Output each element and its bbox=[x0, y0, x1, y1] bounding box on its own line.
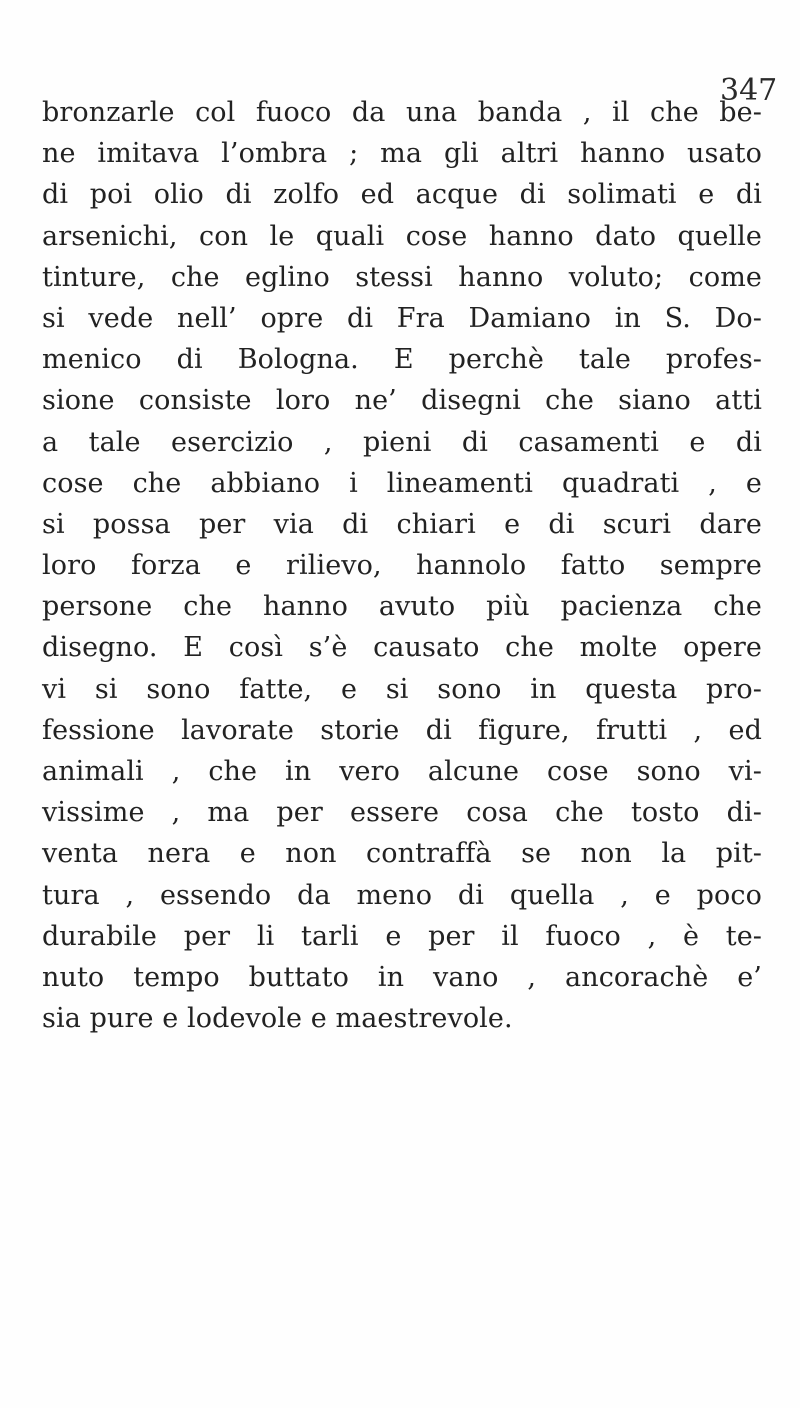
text-line: tura , essendo da meno di quella , e poco bbox=[42, 879, 762, 911]
text-line: a tale esercizio , pieni di casamenti e di bbox=[42, 426, 762, 458]
text-line: arsenichi, con le quali cose hanno dato quelle bbox=[42, 220, 762, 252]
body-text bbox=[42, 92, 762, 1039]
text-line: si vede nell’ opre di Fra Damiano in S. Do- bbox=[42, 302, 762, 334]
text-line: loro forza e rilievo, hannolo fatto sempre bbox=[42, 550, 762, 582]
text-line: si possa per via di chiari e di scuri dare bbox=[42, 508, 762, 540]
text-line: sia pure e lodevole e maestrevole. bbox=[42, 1003, 513, 1035]
text-line: disegno. E così s’è causato che molte opere bbox=[42, 632, 762, 664]
text-line: animali , che in vero alcune cose sono vi- bbox=[42, 756, 762, 787]
page-number: 347 bbox=[720, 73, 778, 108]
text-line: nuto tempo buttato in vano , ancorachè e’ bbox=[42, 961, 762, 993]
text-line: vi si sono fatte, e si sono in questa pro- bbox=[42, 673, 762, 705]
text-line: menico di Bologna. E perchè tale profes- bbox=[42, 344, 762, 376]
text-line: venta nera e non contraffà se non la pit- bbox=[42, 838, 762, 870]
text-line: sione consiste loro ne’ disegni che siano atti bbox=[42, 385, 762, 417]
text-line: tinture, che eglino stessi hanno voluto; come bbox=[42, 261, 762, 293]
text-line: bronzarle col fuoco da una banda , il che be- bbox=[42, 97, 762, 128]
text-line: cose che abbiano i lineamenti quadrati , e bbox=[42, 467, 762, 499]
text-line: persone che hanno avuto più pacienza che bbox=[42, 591, 762, 623]
text-line: vissime , ma per essere cosa che tosto di- bbox=[42, 797, 762, 829]
text-line: di poi olio di zolfo ed acque di solimati e di bbox=[42, 179, 762, 211]
text-line: durabile per li tarli e per il fuoco , è te- bbox=[42, 920, 762, 952]
text-line: fessione lavorate storie di figure, frutti , ed bbox=[42, 714, 762, 746]
text-line: ne imitava l’ombra ; ma gli altri hanno usato bbox=[42, 138, 762, 170]
